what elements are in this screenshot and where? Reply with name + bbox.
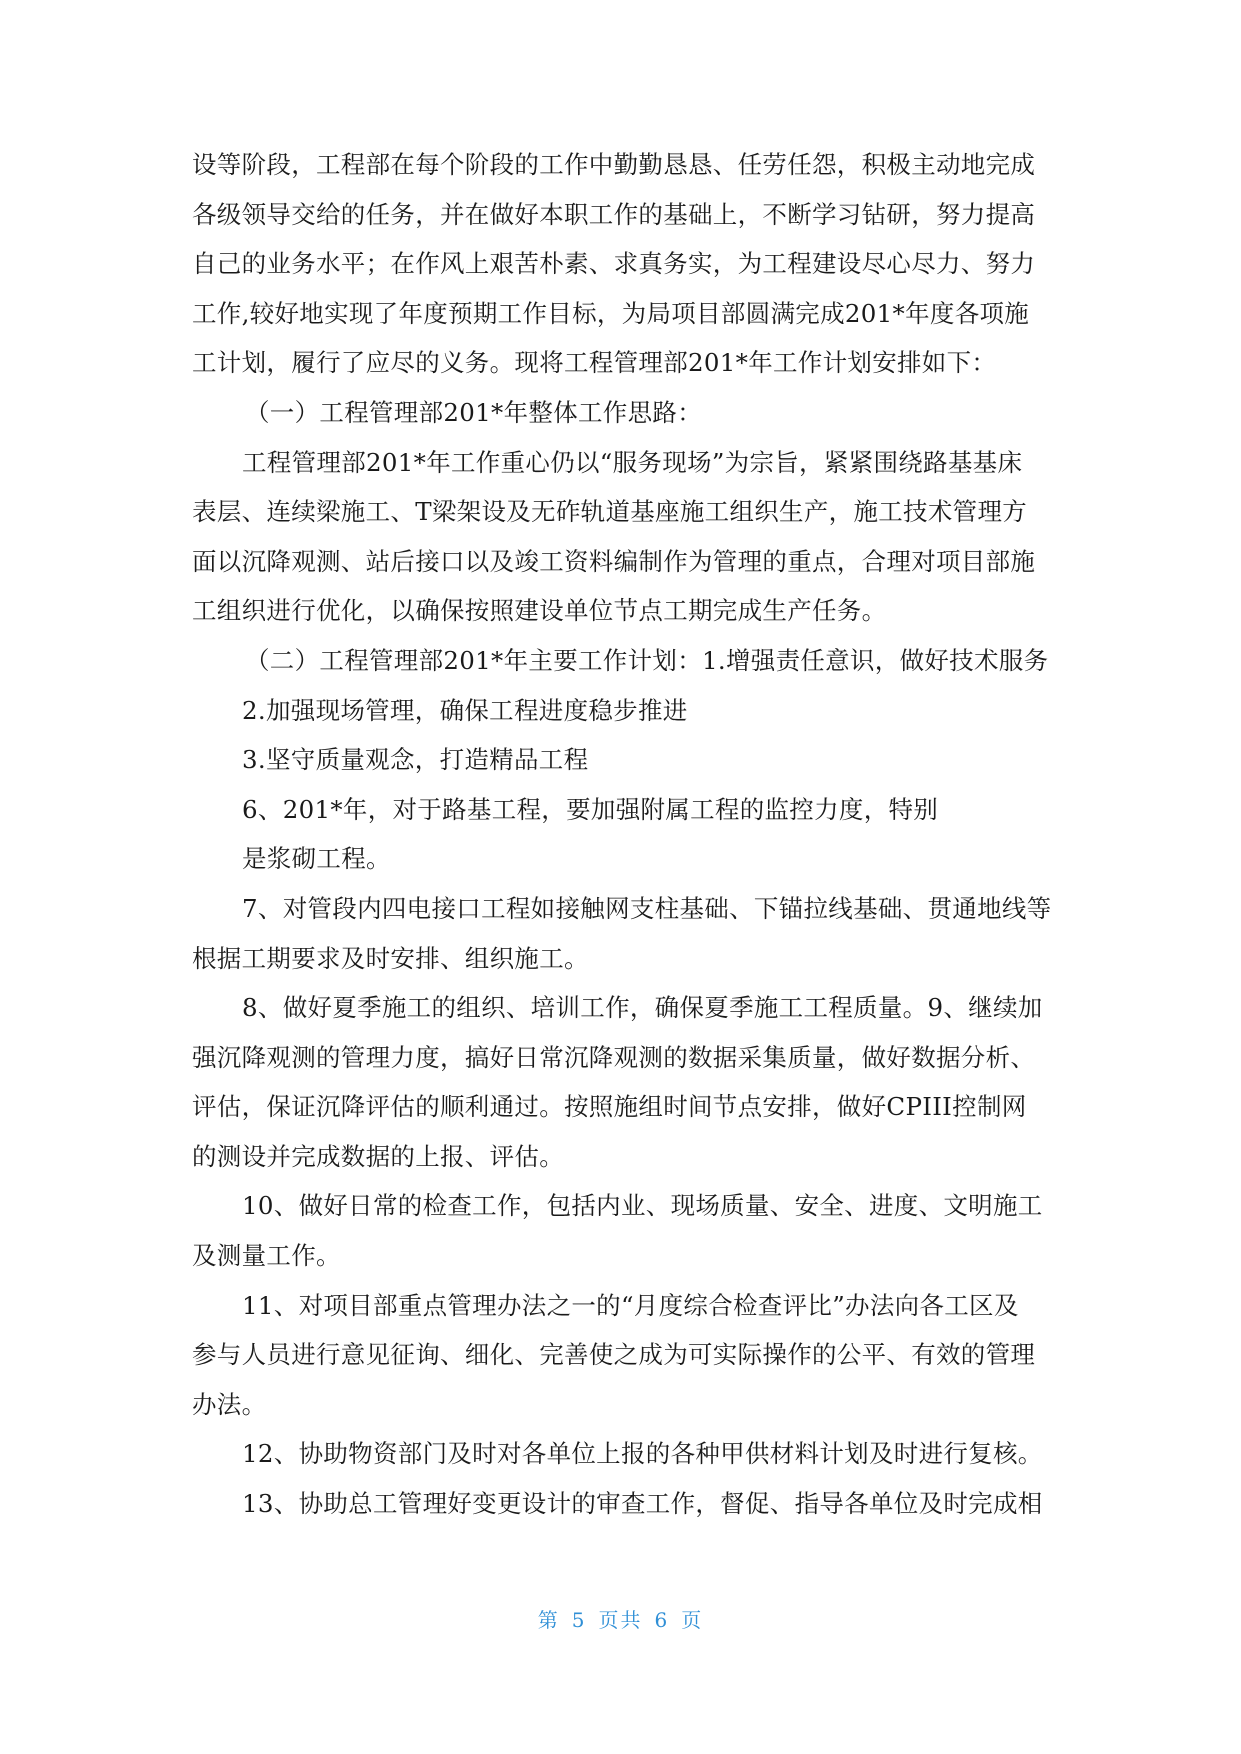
list-item-2: 2.加强现场管理，确保工程进度稳步推进 [242, 695, 688, 725]
list-item-8: 8、做好夏季施工的组织、培训工作，确保夏季施工工程质量。9、继续加 [242, 993, 1043, 1023]
body-line: 办法。 [192, 1389, 267, 1419]
body-line: 工组织进行优化，以确保按照建设单位节点工期完成生产任务。 [192, 596, 887, 626]
body-line: 工作,较好地实现了年度预期工作目标，为局项目部圆满完成201*年度各项施 [192, 298, 1030, 328]
document-body [192, 140, 1052, 1529]
list-item-6: 6、201*年，对于路基工程，要加强附属工程的监控力度，特别 [242, 794, 939, 824]
footer-prefix: 第 [537, 1608, 560, 1632]
page-number-footer [0, 1604, 1241, 1633]
body-line: 设等阶段，工程部在每个阶段的工作中勤勤恳恳、任劳任怨，积极主动地完成 [192, 150, 1036, 179]
footer-total-pages: 6 [654, 1608, 670, 1632]
body-line: 强沉降观测的管理力度，搞好日常沉降观测的数据采集质量，做好数据分析、 [192, 1042, 1036, 1072]
body-line: 根据工期要求及时安排、组织施工。 [192, 943, 589, 973]
body-line: 各级领导交给的任务，并在做好本职工作的基础上，不断学习钻研，努力提高 [192, 199, 1036, 229]
list-item-7: 7、对管段内四电接口工程如接触网支柱基础、下锚拉线基础、贯通地线等 [242, 893, 1052, 923]
paragraph-start: 工程管理部201*年工作重心仍以“服务现场”为宗旨，紧紧围绕路基基床 [242, 447, 1023, 477]
body-line: 参与人员进行意见征询、细化、完善使之成为可实际操作的公平、有效的管理 [192, 1340, 1036, 1370]
list-item-10: 10、做好日常的检查工作，包括内业、现场质量、安全、进度、文明施工 [242, 1191, 1043, 1221]
footer-suffix: 页 [681, 1608, 704, 1632]
section-heading-2: （二）工程管理部201*年主要工作计划：1.增强责任意识，做好技术服务 [245, 645, 1049, 675]
body-line: 表层、连续梁施工、T梁架设及无砟轨道基座施工组织生产，施工技术管理方 [192, 497, 1028, 527]
body-line: 及测量工作。 [192, 1241, 341, 1271]
list-item-11: 11、对项目部重点管理办法之一的“月度综合检查评比”办法向各工区及 [242, 1290, 1019, 1320]
footer-middle: 页共 [598, 1608, 643, 1632]
section-heading-1: （一）工程管理部201*年整体工作思路： [245, 397, 703, 427]
list-item-12: 12、协助物资部门及时对各单位上报的各种甲供材料计划及时进行复核。 [242, 1439, 1043, 1469]
body-line: 的测设并完成数据的上报、评估。 [192, 1141, 564, 1171]
body-line: 面以沉降观测、站后接口以及竣工资料编制作为管理的重点，合理对项目部施 [192, 546, 1036, 576]
body-line: 工计划，履行了应尽的义务。现将工程管理部201*年工作计划安排如下： [192, 348, 997, 378]
body-line: 自己的业务水平；在作风上艰苦朴素、求真务实，为工程建设尽心尽力、努力 [192, 249, 1036, 279]
body-line: 是浆砌工程。 [242, 844, 391, 874]
list-item-3: 3.坚守质量观念，打造精品工程 [242, 745, 589, 775]
list-item-13: 13、协助总工管理好变更设计的审查工作，督促、指导各单位及时完成相 [242, 1489, 1043, 1519]
footer-current-page: 5 [571, 1608, 587, 1632]
body-line: 评估，保证沉降评估的顺利通过。按照施组时间节点安排，做好CPIII控制网 [192, 1092, 1027, 1122]
